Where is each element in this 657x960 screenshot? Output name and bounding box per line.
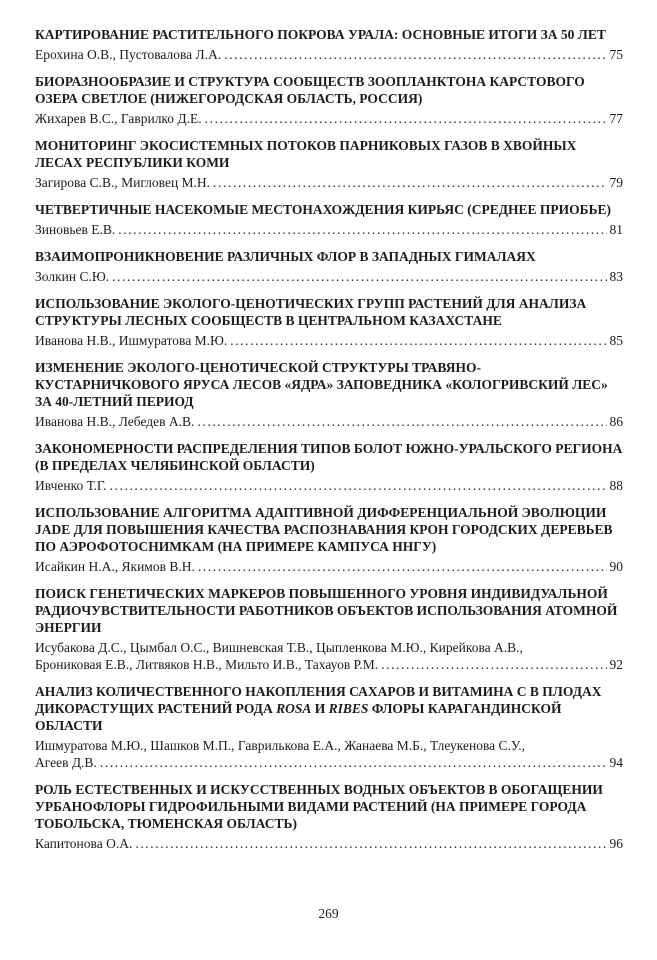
leader-dots (118, 221, 606, 238)
leader-dots (110, 477, 607, 494)
entry-title: ВЗАИМОПРОНИКНОВЕНИЕ РАЗЛИЧНЫХ ФЛОР В ЗАПАДНЫХ ГИМАЛАЯХ (35, 249, 536, 264)
leader-dots (213, 174, 606, 191)
page-footer (0, 905, 657, 922)
entry-authors: Брониковая Е.В., Литвяков Н.В., Мильто И.В., Тахауов Р.М. (35, 657, 379, 672)
entry-title: ЗАКОНОМЕРНОСТИ РАСПРЕДЕЛЕНИЯ ТИПОВ БОЛОТ ЮЖНО-УРАЛЬСКОГО РЕГИОНА (В ПРЕДЕЛАХ ЧЕЛЯБИНСКОЙ ОБЛАСТИ) (35, 441, 623, 473)
entry-page-number: 77 (609, 111, 623, 126)
entry-authors-row (35, 221, 623, 238)
entry-authors: Иванова Н.В., Ишмуратова М.Ю. (35, 333, 228, 348)
title-text-segment: ФЛОРЫ КАРАГАНДИНСКОЙ ОБЛАСТИ (35, 701, 562, 733)
entry-page-number: 86 (609, 414, 623, 429)
entry-authors-row (35, 558, 623, 575)
title-text-segment: АНАЛИЗ КОЛИЧЕСТВЕННОГО НАКОПЛЕНИЯ САХАРОВ И ВИТАМИНА С В ПЛОДАХ ДИКОРАСТУЩИХ РАСТЕНИЙ РОДА (35, 684, 602, 716)
entry-authors: Капитонова О.А. (35, 836, 133, 851)
entry-authors: Загирова С.В., Мигловец М.Н. (35, 175, 211, 190)
toc-entry (35, 73, 623, 127)
entry-title: РОЛЬ ЕСТЕСТВЕННЫХ И ИСКУССТВЕННЫХ ВОДНЫХ ОБЪЕКТОВ В ОБОГАЩЕНИИ УРБАНОФЛОРЫ ГИДРОФИЛЬНЫМИ ВИДАМИ РАСТЕНИЙ (НА ПРИМЕРЕ ГОРОДА ТОБОЛЬСКА, ТЮМЕНСКАЯ ОБЛАСТЬ) (35, 782, 603, 831)
entry-authors-row (35, 835, 623, 852)
entry-authors-row (35, 656, 623, 673)
entry-authors-row (35, 754, 623, 771)
entry-title: МОНИТОРИНГ ЭКОСИСТЕМНЫХ ПОТОКОВ ПАРНИКОВЫХ ГАЗОВ В ХВОЙНЫХ ЛЕСАХ РЕСПУБЛИКИ КОМИ (35, 138, 577, 170)
title-italic-segment: RIBES (328, 701, 369, 716)
toc-entry (35, 26, 623, 63)
entry-title: ЧЕТВЕРТИЧНЫЕ НАСЕКОМЫЕ МЕСТОНАХОЖДЕНИЯ КИРЬЯС (СРЕДНЕЕ ПРИОБЬЕ) (35, 202, 611, 217)
leader-dots (224, 46, 606, 63)
entry-page-number: 81 (609, 222, 623, 237)
entry-authors: Зиновьев Е.В. (35, 222, 116, 237)
toc-entry (35, 683, 623, 771)
toc-content (35, 26, 623, 862)
title-text-segment: И (311, 701, 329, 716)
entry-page-number: 94 (609, 755, 623, 770)
entry-page-number: 83 (609, 269, 623, 284)
entry-authors: Агеев Д.В. (35, 755, 97, 770)
entry-title: ИСПОЛЬЗОВАНИЕ ЭКОЛОГО-ЦЕНОТИЧЕСКИХ ГРУПП РАСТЕНИЙ ДЛЯ АНАЛИЗА СТРУКТУРЫ ЛЕСНЫХ СООБЩЕСТВ В ЦЕНТРАЛЬНОМ КАЗАХСТАНЕ (35, 296, 587, 328)
entry-authors: Ерохина О.В., Пустовалова Л.А. (35, 47, 222, 62)
entry-title: ИСПОЛЬЗОВАНИЕ АЛГОРИТМА АДАПТИВНОЙ ДИФФЕРЕНЦИАЛЬНОЙ ЭВОЛЮЦИИ JADE ДЛЯ ПОВЫШЕНИЯ КАЧЕСТВА РАСПОЗНАВАНИЯ КРОН ГОРОДСКИХ ДЕРЕВЬЕВ ПО АЭРОФОТОСНИМКАМ (НА ПРИМЕРЕ КАМПУСА ННГУ) (35, 505, 613, 554)
leader-dots (205, 110, 607, 127)
entry-title: БИОРАЗНООБРАЗИЕ И СТРУКТУРА СООБЩЕСТВ ЗООПЛАНКТОНА КАРСТОВОГО ОЗЕРА СВЕТЛОЕ (НИЖЕГОРОДСКАЯ ОБЛАСТЬ, РОССИЯ) (35, 74, 585, 106)
toc-entry (35, 440, 623, 494)
leader-dots (198, 558, 607, 575)
leader-dots (100, 754, 607, 771)
entry-page-number: 85 (609, 333, 623, 348)
entry-authors-row (35, 413, 623, 430)
entry-title: КАРТИРОВАНИЕ РАСТИТЕЛЬНОГО ПОКРОВА УРАЛА: ОСНОВНЫЕ ИТОГИ ЗА 50 ЛЕТ (35, 27, 606, 42)
entry-authors-row (35, 332, 623, 349)
toc-entry (35, 359, 623, 430)
entry-page-number: 90 (609, 559, 623, 574)
entry-title: ПОИСК ГЕНЕТИЧЕСКИХ МАРКЕРОВ ПОВЫШЕННОГО УРОВНЯ ИНДИВИДУАЛЬНОЙ РАДИОЧУВСТВИТЕЛЬНОСТИ РАБОТНИКОВ ОБЪЕКТОВ ИСПОЛЬЗОВАНИЯ АТОМНОЙ ЭНЕРГИИ (35, 586, 618, 635)
entry-page-number: 75 (609, 47, 623, 62)
toc-entry (35, 137, 623, 191)
entry-authors-row (35, 477, 623, 494)
entry-page-number: 79 (609, 175, 623, 190)
toc-entry (35, 248, 623, 285)
entry-page-number: 92 (609, 657, 623, 672)
toc-entry (35, 781, 623, 852)
entry-authors: Ивченко Т.Г. (35, 478, 107, 493)
entry-page-number: 96 (609, 836, 623, 851)
leader-dots (381, 656, 606, 673)
entry-authors: Исайкин Н.А., Якимов В.Н. (35, 559, 195, 574)
leader-dots (112, 268, 606, 285)
leader-dots (135, 835, 606, 852)
entry-authors: Иванова Н.В., Лебедев А.В. (35, 414, 195, 429)
entry-authors-row (35, 110, 623, 127)
toc-entry (35, 504, 623, 575)
toc-entry (35, 295, 623, 349)
entry-authors-row (35, 268, 623, 285)
entry-title: ИЗМЕНЕНИЕ ЭКОЛОГО-ЦЕНОТИЧЕСКОЙ СТРУКТУРЫ ТРАВЯНО-КУСТАРНИЧКОВОГО ЯРУСА ЛЕСОВ «ЯДРА» ЗАПОВЕДНИКА «КОЛОГРИВСКИЙ ЛЕС» ЗА 40-ЛЕТНИЙ ПЕРИОД (35, 360, 608, 409)
leader-dots (230, 332, 606, 349)
entry-authors: Золкин С.Ю. (35, 269, 110, 284)
entry-authors-overflow-line: Исубакова Д.С., Цымбал О.С., Вишневская Т.В., Цыпленкова М.Ю., Кирейкова А.В., (35, 640, 523, 655)
toc-entry (35, 585, 623, 673)
title-italic-segment: ROSA (276, 701, 312, 716)
entry-authors: Жихарев В.С., Гаврилко Д.Е. (35, 111, 202, 126)
entry-authors-row (35, 174, 623, 191)
entry-title (35, 683, 623, 734)
leader-dots (197, 413, 606, 430)
entry-page-number: 88 (609, 478, 623, 493)
footer-page-number: 269 (318, 906, 339, 921)
entry-authors-overflow-line: Ишмуратова М.Ю., Шашков М.П., Гаврилькова Е.А., Жанаева М.Б., Тлеукенова С.У., (35, 738, 525, 753)
entry-authors-row (35, 46, 623, 63)
toc-entry (35, 201, 623, 238)
